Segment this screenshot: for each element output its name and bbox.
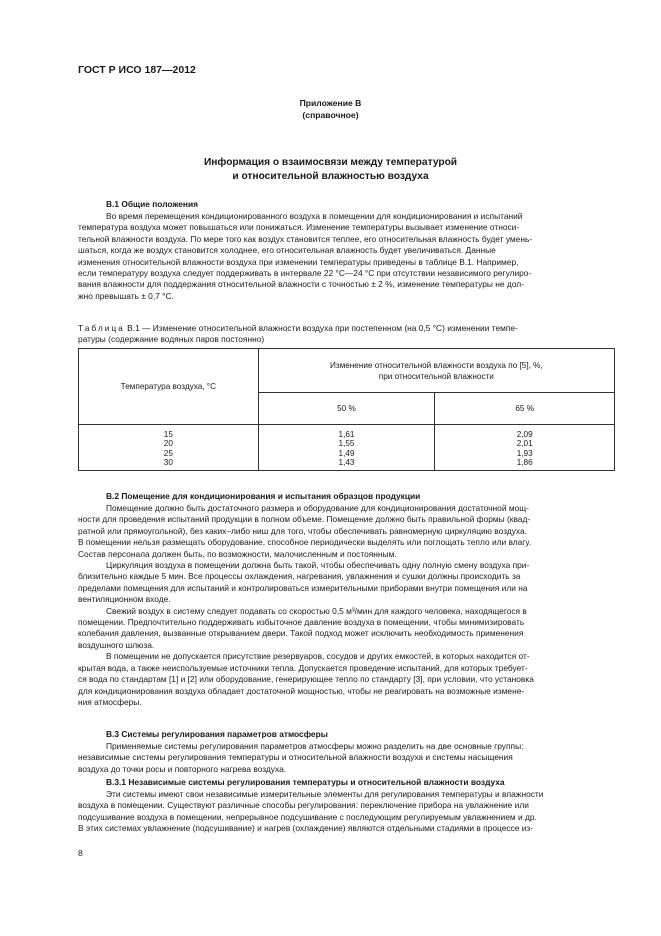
cell-50: 1,61 <box>258 425 435 440</box>
cell-temperature: 20 <box>79 439 259 448</box>
text-line: воздушного шлюза. <box>78 639 155 650</box>
section-b31-text <box>78 789 614 835</box>
text-line: воздуха в помещении. Существуют различные способы регулирования: переключение прибора на увлажнение или <box>78 800 529 811</box>
text-line: Применяемые системы регулирования параметров атмосферы можно разделить на две основные группы: <box>106 741 524 751</box>
main-title-line-2: и относительной влажностью воздуха <box>232 171 429 182</box>
text-line: подсушивание воздуха в помещении, непрерывное подсушивание с последующим регулируемым увлажнением и др. <box>78 811 537 822</box>
cell-temperature: 25 <box>79 449 259 458</box>
paragraph <box>78 651 614 708</box>
section-heading-b31: В.3.1 Независимые системы регулирования температуры и относительной влажности воздуха <box>106 777 505 787</box>
document-code: ГОСТ Р ИСО 187—2012 <box>78 64 196 76</box>
section-b1-text <box>78 211 614 302</box>
text-line: Циркуляция воздуха в помещении должна быть такой, чтобы обеспечивать одну полную смену воздуха при- <box>106 560 530 571</box>
section-b2-text <box>78 503 614 708</box>
column-header-50: 50 % <box>258 393 435 425</box>
paragraph <box>78 560 614 606</box>
text-line: ратной или прямоугольной), без каких–либо ниш для того, чтобы обеспечивать равномерную циркуляцию воздуха. <box>78 525 528 536</box>
cell-65: 1,93 <box>435 449 615 458</box>
table-caption-line-2: ратуры (содержание водяных паров постоянно) <box>78 334 265 345</box>
section-heading-b3: В.3 Системы регулирования параметров атмосферы <box>106 729 328 739</box>
text-line: ся вода по стандартам [1] и [2] или оборудование, генерирующее тепло по стандарту [3], при условии, что установка <box>78 674 534 685</box>
text-line: вания влажности для поддержания относительной влажности с точностью ± 2 %, изменение температуры не дол- <box>78 279 524 290</box>
cell-temperature: 15 <box>79 425 259 440</box>
appendix-title: Приложение В <box>299 98 362 108</box>
text-line: Состав персонала должен быть, по возможности, малочисленным и постоянным. <box>78 548 397 559</box>
cell-65: 2,09 <box>435 425 615 440</box>
text-line: помещении. Предпочтительно поддерживать избыточное давление воздуха в помещении, чтобы минимизировать <box>78 617 525 628</box>
section-b3-text <box>78 741 614 775</box>
table-row <box>79 439 615 448</box>
table-caption-text: В.1 — Изменение относительной влажности воздуха при постепенном (на 0,5 °С) изменении темпе- <box>124 323 518 333</box>
table-row <box>79 449 615 458</box>
text-line: пределами помещения для испытаний и контролироваться измерительными приборами внутри помещения или на <box>78 582 528 593</box>
table-caption-label: Таблица <box>78 323 125 333</box>
text-line: изменения относительной влажности воздуха при изменении температуры приведены в таблице В.1. Например, <box>78 256 519 267</box>
text-line: ности для проведения испытаний продукции в полном объеме. Помещение должно быть правильной формы (квад- <box>78 514 531 525</box>
cell-50: 1,55 <box>258 439 435 448</box>
text-line: жно превышать ± 0,7 °С. <box>78 290 174 301</box>
text-line: для кондиционирования воздуха обладает достаточной мощностью, чтобы не реагировать на возможные измене- <box>78 685 525 696</box>
text-line: Свежий воздух в систему следует подавать со скоростью 0,5 м³/мин для каждого человека, находящегося в <box>106 605 527 616</box>
text-line: тельной влажности воздуха. По мере того как воздух становится теплее, его относительная влажность будет умень- <box>78 233 533 244</box>
page-number: 8 <box>78 848 83 858</box>
paragraph <box>78 789 614 835</box>
main-title-line-1: Информация о взаимосвязи между температурой <box>203 157 458 168</box>
group-header-line-2: при относительной влажности <box>378 371 494 381</box>
section-heading-b1: В.1 Общие положения <box>106 199 199 209</box>
section-heading-b2: В.2 Помещение для кондиционирования и испытания образцов продукции <box>106 491 421 501</box>
paragraph <box>78 503 614 560</box>
text-line: независимые системы регулирования температуры и относительной влажности воздуха и системы насыщения <box>78 752 513 763</box>
text-line: температура воздуха может повышаться или понижаться. Изменение температуры вызывает изменение относи- <box>78 222 520 233</box>
text-line: В помещении нельзя размещать оборудование, способное периодически выделять или поглощать тепло или влагу. <box>78 537 532 548</box>
text-line: если температуру воздуха следует поддерживать в интервале 22 °С—24 °С при отсутствии независимого регулиро- <box>78 268 532 279</box>
text-line: близительно каждые 5 мин. Все процессы охлаждения, нагревания, увлажнения и сушки должны происходить за <box>78 571 521 582</box>
paragraph <box>78 741 614 775</box>
text-line: колебания давления, вызванные открыванием двери. Такой подход может исключить необходимость применения <box>78 628 524 639</box>
text-line: ния атмосферы. <box>78 696 142 707</box>
table-caption <box>78 323 614 346</box>
table-row <box>79 425 615 440</box>
group-header-line-1: Изменение относительной влажности воздуха по [5], %, <box>329 360 543 370</box>
column-header-65: 65 % <box>435 393 615 425</box>
column-header-temperature: Температура воздуха, °С <box>79 349 259 425</box>
text-line: крытая вода, а также неиспользуемые источники тепла. Допускается проведение испытаний, для которых требует- <box>78 662 528 673</box>
table-row <box>79 458 615 470</box>
text-line: В помещении не допускается присутствие резервуаров, сосудов и других емкостей, в которых находится от- <box>106 651 530 662</box>
text-line: Эти системы имеют свои независимые измерительные элементы для регулирования температуры и влажности <box>106 789 544 799</box>
appendix-note: (справочное) <box>302 110 359 120</box>
text-line: Во время перемещения кондиционированного воздуха в помещении для кондиционирования и испытаний <box>106 211 523 221</box>
paragraph <box>78 606 614 652</box>
cell-65: 1,86 <box>435 458 615 470</box>
cell-65: 2,01 <box>435 439 615 448</box>
text-line: вентиляционном входе. <box>78 594 171 605</box>
table-b1 <box>78 348 615 471</box>
text-line: В этих системах увлажнение (подсушивание) и нагрев (охлаждение) являются отдельными стадиями в процессе из- <box>78 823 534 834</box>
text-line: воздуха до точки росы и повторного нагрева воздуха. <box>78 763 287 774</box>
cell-50: 1,49 <box>258 449 435 458</box>
paragraph <box>78 211 614 302</box>
cell-50: 1,43 <box>258 458 435 470</box>
text-line: Помещение должно быть достаточного размера и оборудование для кондиционирования достаточной мощ- <box>106 503 529 513</box>
cell-temperature: 30 <box>79 458 259 470</box>
text-line: шаться, когда же воздух становится холоднее, его относительная влажность будет увеличиваться. Данные <box>78 245 496 256</box>
column-group-header <box>258 349 614 393</box>
